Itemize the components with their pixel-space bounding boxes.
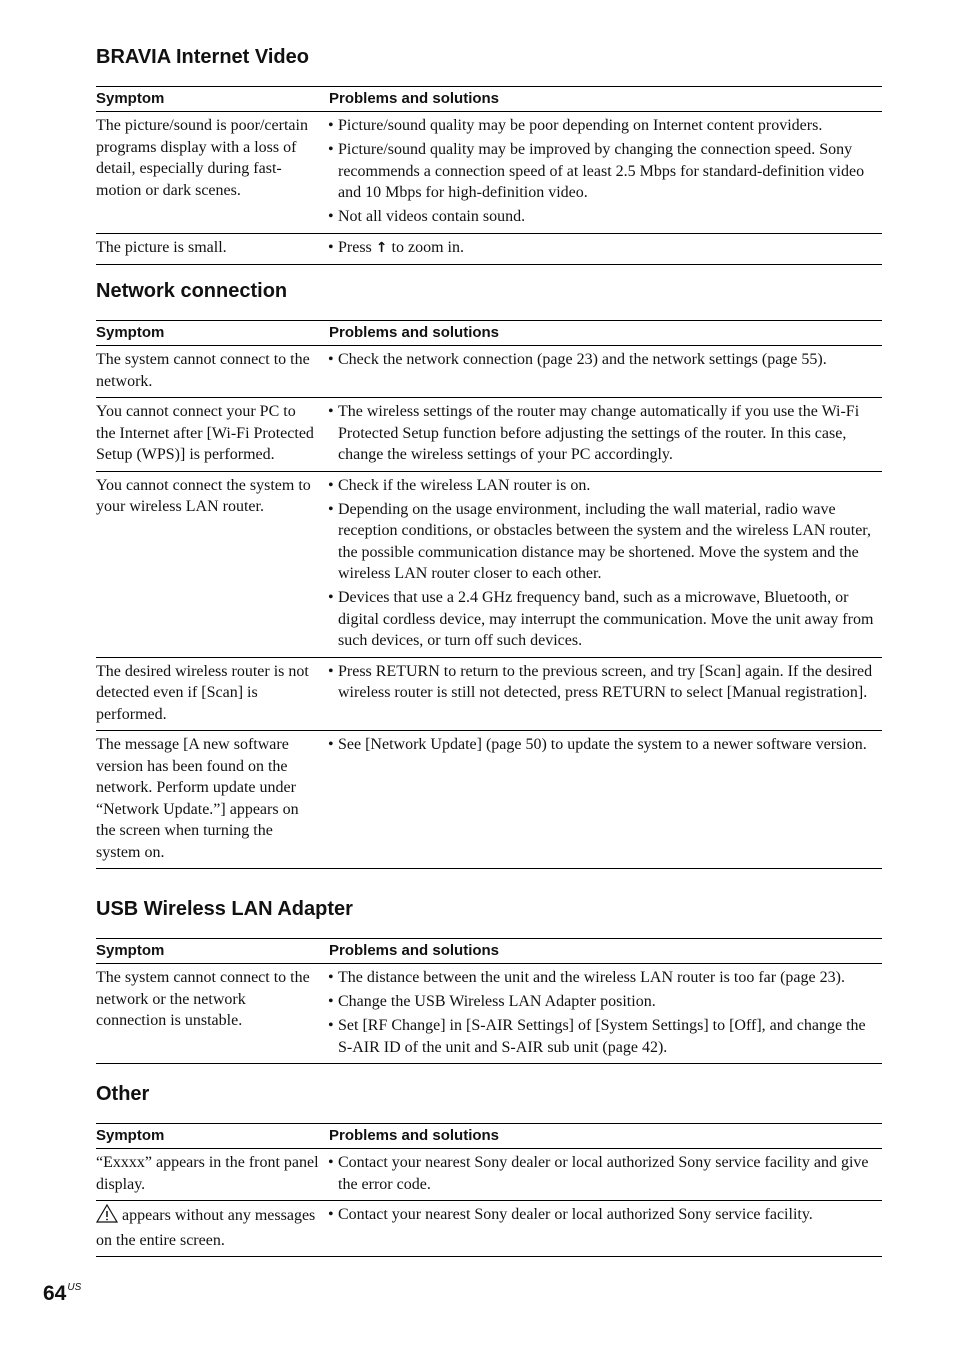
solutions-cell xyxy=(329,471,882,657)
solutions-cell xyxy=(329,964,882,1064)
list-item: • Press ↑ to zoom in. xyxy=(328,238,464,256)
table-row xyxy=(96,1149,882,1201)
region-code: US xyxy=(67,1282,82,1293)
symptom-header: Symptom xyxy=(96,87,329,112)
other-table xyxy=(96,1123,882,1257)
symptom-cell: appears without any messages on the entire screen. xyxy=(96,1201,329,1257)
solutions-cell xyxy=(329,1149,882,1201)
list-item: • Check if the wireless LAN router is on. xyxy=(328,476,591,494)
table-row xyxy=(96,471,882,657)
symptom-cell: You cannot connect your PC to the Internet after [Wi-Fi Protected Setup (WPS)] is performed. xyxy=(96,398,329,472)
list-item: • Contact your nearest Sony dealer or local authorized Sony service facility. xyxy=(328,1206,813,1223)
up-arrow-icon: ↑ xyxy=(375,239,388,256)
list-item: • The distance between the unit and the wireless LAN router is too far (page 23). xyxy=(328,969,845,986)
section-title-other: Other xyxy=(96,1083,150,1105)
symptom-header: Symptom xyxy=(96,1124,329,1149)
symptom-header: Symptom xyxy=(96,321,329,346)
solutions-header: Problems and solutions xyxy=(329,939,882,964)
table-row xyxy=(96,657,882,731)
table-row xyxy=(96,398,882,472)
solutions-cell xyxy=(329,112,882,234)
section-title-bravia: BRAVIA Internet Video xyxy=(96,46,309,68)
list-item: • Contact your nearest Sony dealer or local authorized Sony service facility and give the error code. xyxy=(328,1154,869,1193)
usb-adapter-table xyxy=(96,938,882,1064)
table-row xyxy=(96,731,882,869)
solutions-cell xyxy=(329,233,882,265)
bravia-table xyxy=(96,86,882,265)
section-title-usb-adapter: USB Wireless LAN Adapter xyxy=(96,898,353,920)
page-number: $64^{US}$ xyxy=(43,1282,82,1305)
network-table xyxy=(96,320,882,869)
table-row xyxy=(96,112,882,234)
list-item: • Depending on the usage environment, including the wall material, radio wave reception conditions, or obstacles between the system and the wireless LAN router, the possible communication distance may be shortened. Move the system and the wireless LAN router closer to each other. xyxy=(328,500,871,582)
table-row xyxy=(96,1201,882,1257)
solutions-header: Problems and solutions xyxy=(329,321,882,346)
symptom-cell: The message [A new software version has been found on the network. Perform update under “Network Update.”] appears on the screen when turning the system on. xyxy=(96,731,329,869)
list-item: • The wireless settings of the router may change automatically if you use the Wi-Fi Protected Setup function before adjusting the settings of the router. In this case, change the wireless settings of your PC accordingly. xyxy=(328,403,860,463)
table-row xyxy=(96,346,882,398)
list-item: • Devices that use a 2.4 GHz frequency band, such as a microwave, Bluetooth, or digital cordless device, may interrupt the communication. Move the unit away from such devices, or turn off such devices. xyxy=(328,589,874,649)
symptom-cell: The desired wireless router is not detected even if [Scan] is performed. xyxy=(96,657,329,731)
table-row xyxy=(96,233,882,265)
symptom-cell: The picture is small. xyxy=(96,233,329,265)
symptom-header: Symptom xyxy=(96,939,329,964)
list-item: • Picture/sound quality may be improved by changing the connection speed. Sony recommends a connection speed of at least 2.5 Mbps for standard-definition video and 10 Mbps for high-definition video. xyxy=(328,141,865,201)
solutions-header: Problems and solutions xyxy=(329,87,882,112)
symptom-cell: The system cannot connect to the network or the network connection is unstable. xyxy=(96,964,329,1064)
solutions-cell xyxy=(329,346,882,398)
list-item: • Set [RF Change] in [S-AIR Settings] of [System Settings] to [Off], and change the S-AIR ID of the unit and S-AIR sub unit (page 42). xyxy=(328,1017,866,1056)
table-row xyxy=(96,964,882,1064)
section-title-network: Network connection xyxy=(96,280,288,302)
symptom-cell: You cannot connect the system to your wireless LAN router. xyxy=(96,471,329,657)
solutions-header: Problems and solutions xyxy=(329,1124,882,1149)
warning-triangle-icon xyxy=(96,1204,118,1230)
solutions-cell xyxy=(329,731,882,869)
symptom-cell: The picture/sound is poor/certain programs display with a loss of detail, especially during fast-motion or dark scenes. xyxy=(96,112,329,234)
symptom-cell: The system cannot connect to the network. xyxy=(96,346,329,398)
solutions-cell xyxy=(329,398,882,472)
list-item: • Picture/sound quality may be poor depending on Internet content providers. xyxy=(328,117,823,134)
list-item: • Change the USB Wireless LAN Adapter position. xyxy=(328,993,656,1010)
list-item: • Press RETURN to return to the previous screen, and try [Scan] again. If the desired wireless router is still not detected, press RETURN to select [Manual registration]. xyxy=(328,662,873,701)
solutions-cell xyxy=(329,1201,882,1257)
symptom-cell: “Exxxx” appears in the front panel display. xyxy=(96,1149,329,1201)
list-item: • Not all videos contain sound. xyxy=(328,208,526,225)
list-item: • Check the network connection (page 23) and the network settings (page 55). xyxy=(328,351,827,368)
list-item: • See [Network Update] (page 50) to update the system to a newer software version. xyxy=(328,736,867,753)
solutions-cell xyxy=(329,657,882,731)
